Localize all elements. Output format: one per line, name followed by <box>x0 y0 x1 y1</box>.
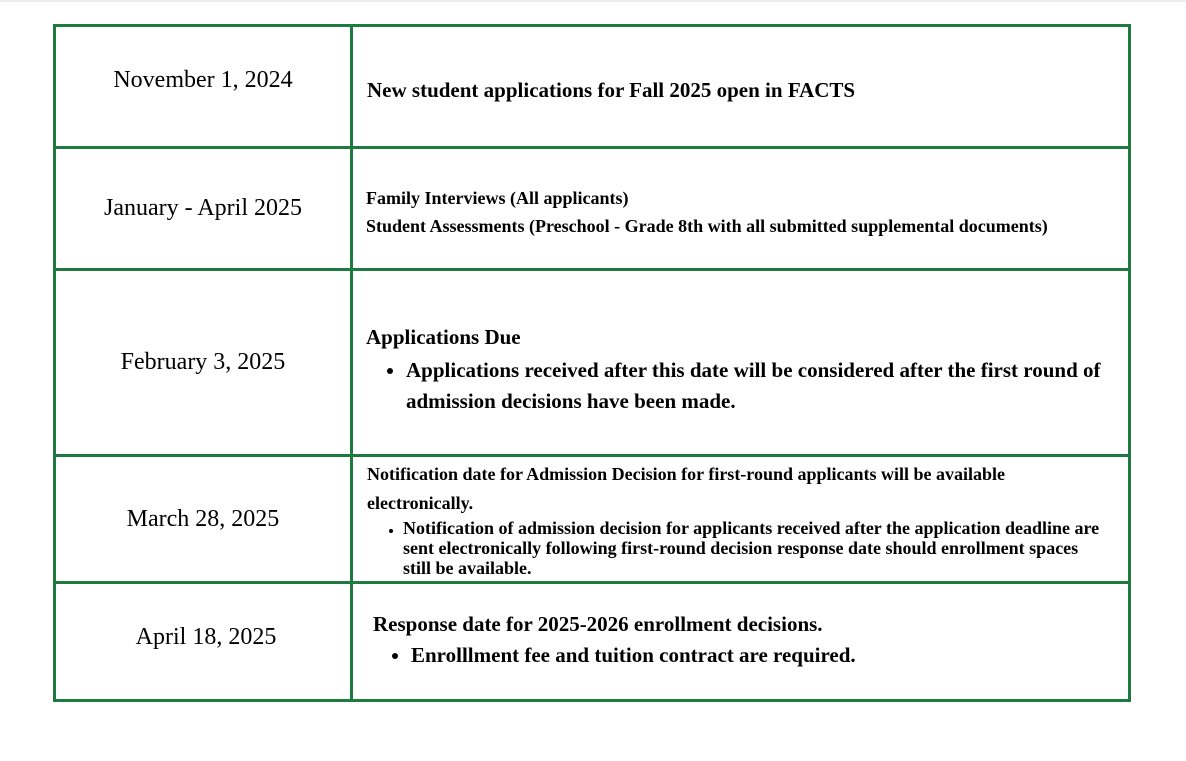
date-label: March 28, 2025 <box>126 505 280 532</box>
date-label: November 1, 2024 <box>113 67 293 93</box>
description-line: Student Assessments (Preschool - Grade 8th with all submitted supplemental documents) <box>366 216 1048 236</box>
table-row <box>55 270 1130 456</box>
bullet-item: • Enrolllment fee and tuition contract are required. <box>411 641 1128 669</box>
date-label: January - April 2025 <box>104 195 302 221</box>
description-line: New student applications for Fall 2025 open in FACTS <box>367 78 856 102</box>
table-row <box>55 26 1130 148</box>
bullet-item: • Notification of admission decision for applicants received after the application deadline are sent electronically following first-round decision response date should enrollment spaces still be available. <box>403 518 1108 578</box>
description-heading: Notification date for Admission Decision for first-round applicants will be available electronically. <box>367 464 1006 513</box>
top-rule <box>0 0 1186 2</box>
description-cell <box>352 148 1130 270</box>
description-heading: Applications Due <box>366 325 521 349</box>
description-cell <box>352 270 1130 456</box>
admissions-timeline-table <box>53 24 1131 702</box>
date-cell <box>55 26 352 148</box>
description-cell <box>352 26 1130 148</box>
table-row <box>55 148 1130 270</box>
bullet-list <box>353 518 1128 578</box>
date-label: February 3, 2025 <box>120 349 286 375</box>
table-row <box>55 583 1130 701</box>
bullet-list <box>353 355 1128 417</box>
table-row <box>55 456 1130 583</box>
date-label: April 18, 2025 <box>135 624 277 650</box>
description-cell <box>352 456 1130 583</box>
date-cell <box>55 270 352 456</box>
date-cell <box>55 148 352 270</box>
description-heading: Response date for 2025-2026 enrollment decisions. <box>373 612 823 636</box>
bullet-item: • Applications received after this date will be considered after the first round of admission decisions have been made. <box>406 355 1108 417</box>
date-cell <box>55 456 352 583</box>
description-cell <box>352 583 1130 701</box>
date-cell <box>55 583 352 701</box>
description-line: Family Interviews (All applicants) <box>366 188 629 208</box>
bullet-list <box>353 641 1128 669</box>
